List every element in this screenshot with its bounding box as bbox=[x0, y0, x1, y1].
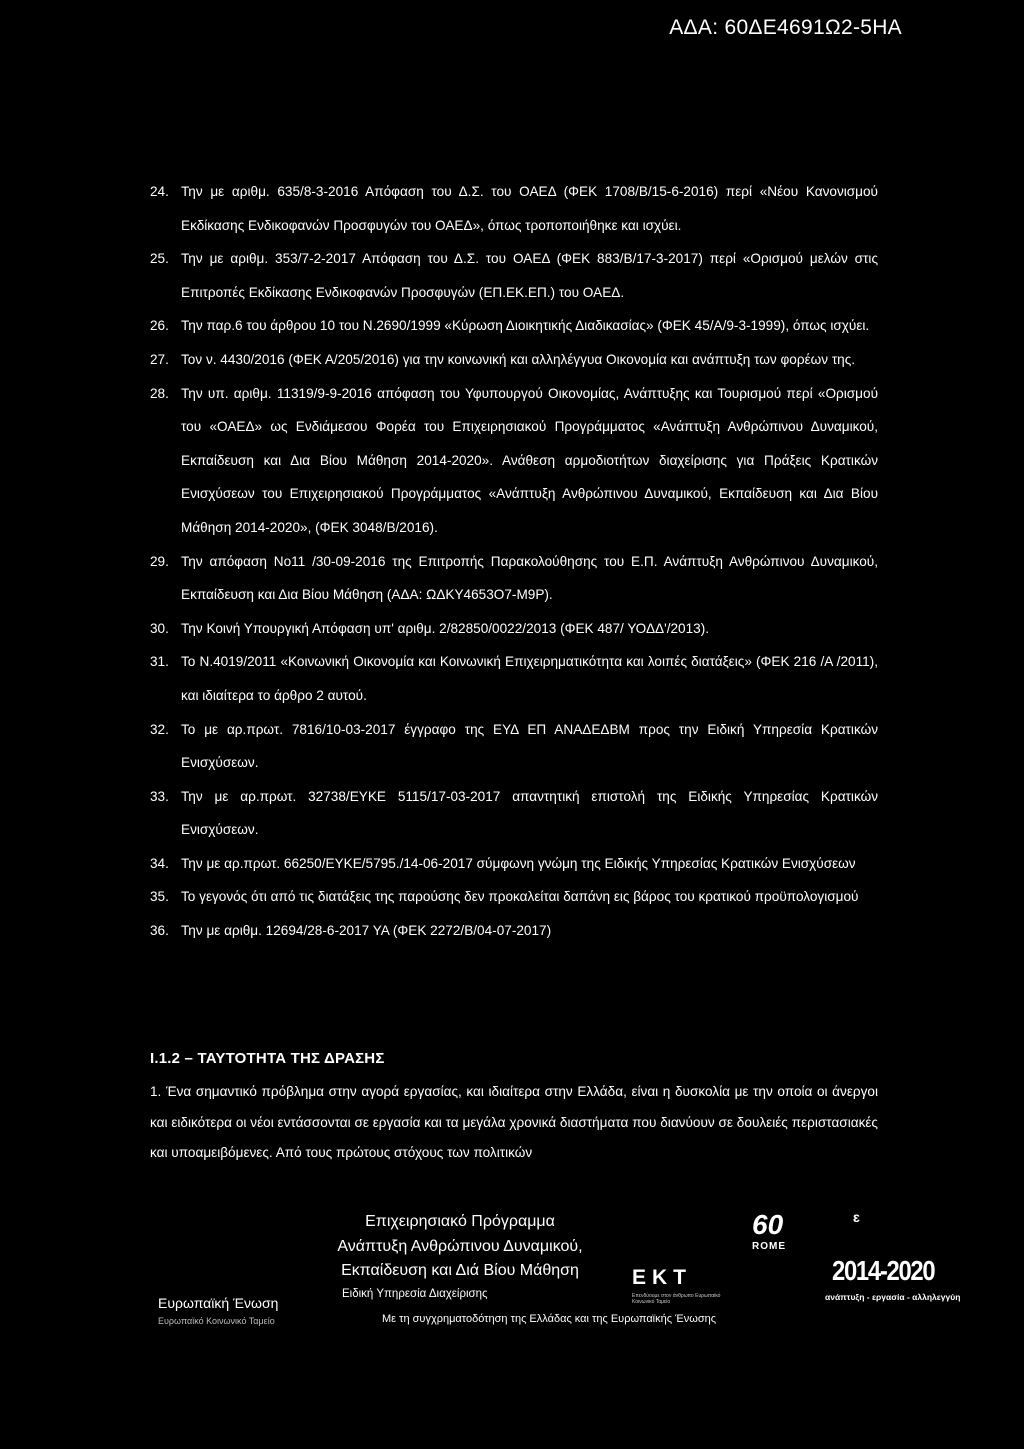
list-item-text: Το γεγονός ότι από τις διατάξεις της παρούσης δεν προκαλείται δαπάνη εις βάρος του κρατικού προϋπολογισμού bbox=[181, 889, 859, 905]
list-item-number: 29. bbox=[150, 553, 169, 569]
list-item-text: Την παρ.6 του άρθρου 10 του Ν.2690/1999 «Κύρωση Διοικητικής Διαδικασίας» (ΦΕΚ 45/Α/9-3-1999), όπως ισχύει. bbox=[181, 318, 870, 334]
list-item bbox=[150, 545, 878, 612]
program-line-2: Ανάπτυξη Ανθρώπινου Δυναμικού, bbox=[337, 1238, 583, 1255]
espa-tagline: ανάπτυξη - εργασία - αλληλεγγύη bbox=[825, 1292, 961, 1302]
list-item-number: 30. bbox=[150, 620, 169, 636]
action-identity-section bbox=[150, 1050, 878, 1169]
list-item bbox=[150, 847, 878, 881]
list-item-text: Την απόφαση Νο11 /30-09-2016 της Επιτροπής Παρακολούθησης του Ε.Π. Ανάπτυξη Ανθρώπινου Δυναμικού, Εκπαίδευση και Δια Βίου Μάθηση (ΑΔΑ: ΩΔΚΥ4653Ο7-Μ9Ρ). bbox=[181, 553, 878, 603]
rome-60-logo: 60 bbox=[752, 1209, 784, 1240]
ekt-subtitle: Επενδύουμε στον άνθρωπο Ευρωπαϊκό Κοινωνικό Ταμείο bbox=[632, 1293, 721, 1305]
list-item-text: Την υπ. αριθμ. 11319/9-9-2016 απόφαση του Υφυπουργού Οικονομίας, Ανάπτυξης και Τουρισμού περί «Ορισμού του «ΟΑΕΔ» ως Ενδιάμεσου Φορέα του Επιχειρησιακού Προγράμματος «Ανάπτυξη Ανθρώπινου Δυναμικού, Εκπαίδευση και Δια Βίου Μάθηση 2014-2020». Ανάθεση αρμοδιοτήτων διαχείρισης για Πράξεις Κρατικών Ενισχύσεων του Επιχειρησιακού Προγράμματος «Ανάπτυξη Ανθρώπινου Δυναμικού, Εκπαίδευση και Δια Βίου Μάθηση 2014-2020», (ΦΕΚ 3048/Β/2016). bbox=[181, 385, 878, 535]
list-item-number: 32. bbox=[150, 721, 169, 737]
list-item bbox=[150, 713, 878, 780]
list-item bbox=[150, 377, 878, 545]
list-item bbox=[150, 880, 878, 914]
list-item-number: 27. bbox=[150, 351, 169, 367]
list-item bbox=[150, 914, 878, 948]
cofunding-note: Με τη συγχρηματοδότηση της Ελλάδας και της Ευρωπαϊκής Ένωσης bbox=[382, 1313, 717, 1325]
managing-service: Ειδική Υπηρεσία Διαχείρισης bbox=[342, 1288, 488, 1300]
list-item-number: 24. bbox=[150, 184, 169, 199]
list-item-text: Την με αρ.πρωτ. 66250/ΕΥΚΕ/5795./14-06-2017 σύμφωνη γνώμη της Ειδικής Υπηρεσίας Κρατικών Ενισχύσεων bbox=[181, 855, 856, 871]
list-item-text: Την με αριθμ. 12694/28-6-2017 ΥΑ (ΦΕΚ 2272/Β/04-07-2017) bbox=[181, 923, 552, 939]
list-item bbox=[150, 780, 878, 847]
list-item bbox=[150, 242, 878, 309]
list-item-text: Την με αριθμ. 635/8-3-2016 Απόφαση του Δ.Σ. του ΟΑΕΔ (ΦΕΚ 1708/Β/15-6-2016) περί «Νέου Κανονισμού Εκδίκασης Ενδικοφανών Προσφυγών του ΟΑΕΔ», όπως τροποποιήθηκε και ισχύει. bbox=[181, 184, 878, 233]
list-item-text: Το Ν.4019/2011 «Κοινωνική Οικονομία και Κοινωνική Επιχειρηματικότητα και λοιπές διατάξεις» (ΦΕΚ 216 /Α /2011), και ιδιαίτερα το άρθρο 2 αυτού. bbox=[181, 654, 878, 703]
list-item-number: 31. bbox=[150, 654, 169, 670]
list-item-text: Το με αρ.πρωτ. 7816/10-03-2017 έγγραφο της ΕΥΔ ΕΠ ΑΝΑΔΕΔΒΜ προς την Ειδική Υπηρεσία Κρατικών Ενισχύσεων. bbox=[181, 721, 878, 771]
rome-label: ROME bbox=[752, 1241, 786, 1252]
list-item-number: 36. bbox=[150, 923, 169, 939]
list-item-text: Την με αρ.πρωτ. 32738/ΕΥΚΕ 5115/17-03-2017 απαντητική επιστολή της Ειδικής Υπηρεσίας Κρατικών Ενισχύσεων. bbox=[181, 788, 878, 838]
list-item bbox=[150, 343, 878, 377]
footer-logos bbox=[0, 1195, 1024, 1335]
list-item-number: 34. bbox=[150, 855, 169, 871]
list-item bbox=[150, 612, 878, 646]
list-item-text: Τον ν. 4430/2016 (ΦΕΚ Α/205/2016) για την κοινωνική και αλληλέγγυα Οικονομία και ανάπτυξη των φορέων της. bbox=[181, 351, 856, 367]
list-item bbox=[150, 175, 878, 242]
numbered-list bbox=[150, 175, 878, 948]
program-line-3: Εκπαίδευση και Διά Βίου Μάθηση bbox=[341, 1262, 579, 1279]
section-paragraph: 1. Ένα σημαντικό πρόβλημα στην αγορά εργασίας, και ιδιαίτερα στην Ελλάδα, είναι η δυσκολία με την οποία οι άνεργοι και ειδικότερα οι νέοι εντάσσονται σε εργασία και τα μεγάλα χρονικά διαστήματα που διανύουν σε δουλειές περιστασιακές και υποαμειβόμενες. Από τους πρώτους στόχους των πολιτικών bbox=[150, 1084, 878, 1160]
list-item-number: 28. bbox=[150, 385, 169, 401]
list-item-number: 25. bbox=[150, 251, 169, 267]
section-heading: Ι.1.2 – ΤΑΥΤΟΤΗΤΑ ΤΗΣ ΔΡΑΣΗΣ bbox=[150, 1050, 385, 1067]
list-item bbox=[150, 645, 878, 712]
list-item-text: Την με αριθμ. 353/7-2-2017 Απόφαση του Δ.Σ. του ΟΑΕΔ (ΦΕΚ 883/Β/17-3-2017) περί «Ορισμού μελών στις Επιτροπές Εκδίκασης Ενδικοφανών Προσφυγών (ΕΠ.ΕΚ.ΕΠ.) του ΟΑΕΔ. bbox=[181, 251, 878, 300]
list-item-text: Την Κοινή Υπουργική Απόφαση υπ' αριθμ. 2/82850/0022/2013 (ΦΕΚ 487/ ΥΟΔΔ'/2013). bbox=[181, 620, 710, 636]
program-line-1: Επιχειρησιακό Πρόγραμμα bbox=[365, 1213, 555, 1230]
list-item-number: 35. bbox=[150, 889, 169, 905]
list-item bbox=[150, 309, 878, 343]
list-item-number: 26. bbox=[150, 318, 169, 334]
list-item-number: 33. bbox=[150, 788, 169, 804]
eu-subtitle: Ευρωπαϊκό Κοινωνικό Ταμείο bbox=[158, 1316, 275, 1326]
eu-title: Ευρωπαϊκή Ένωση bbox=[158, 1295, 279, 1311]
espa-mark-icon: ɛ bbox=[853, 1209, 860, 1225]
ada-code: ΑΔΑ: 60ΔΕ4691Ω2-5ΗΑ bbox=[669, 16, 902, 39]
ekt-logo: ΕΚΤ bbox=[632, 1266, 692, 1289]
espa-period: 2014-2020 bbox=[832, 1255, 935, 1286]
